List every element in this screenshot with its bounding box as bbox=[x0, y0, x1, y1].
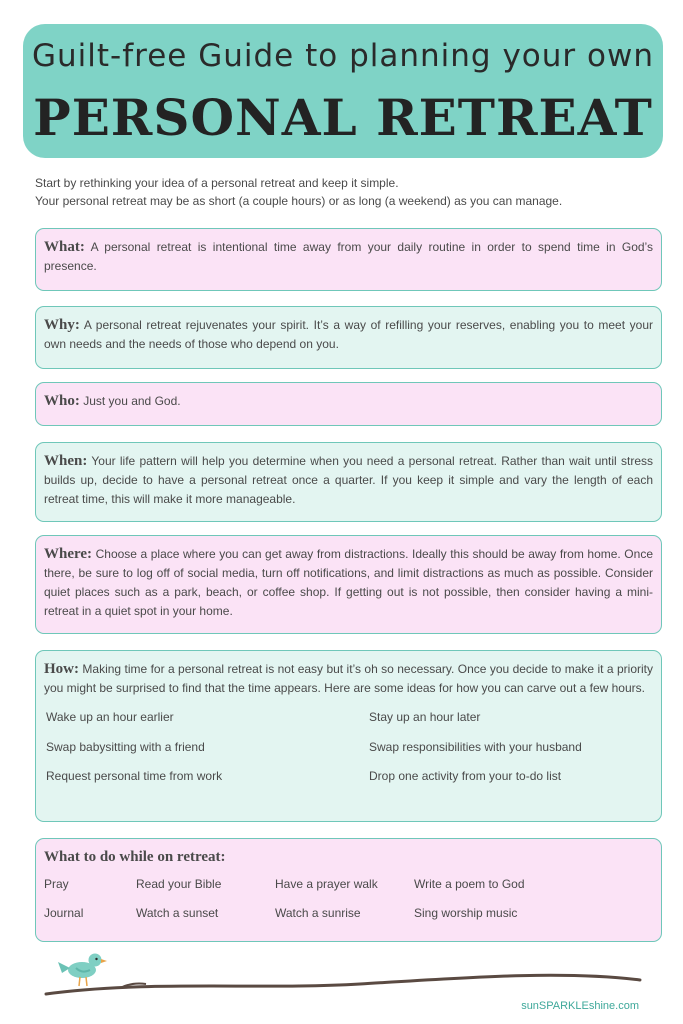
todo-item: Watch a sunset bbox=[136, 906, 219, 920]
todo-item: Write a poem to God bbox=[414, 877, 525, 891]
how-card bbox=[35, 650, 662, 822]
what-text: A personal retreat is intentional time away from your daily routine in order to spend time in God’s presence. bbox=[44, 240, 654, 273]
where-card bbox=[35, 535, 662, 634]
when-heading: When: bbox=[44, 453, 88, 469]
how-idea: Request personal time from work bbox=[46, 769, 223, 783]
where-text: Choose a place where you can get away from distractions. Ideally this should be away from home. Once there, be sure to log off of social media, turn off notifications, and limit distractions as much as possible. Consider quiet places such as a park, beach, or coffee shop. If getting out is not possible, then consider having a mini-retreat in a quiet spot in your home. bbox=[44, 547, 653, 618]
title-banner bbox=[23, 24, 663, 158]
what-card bbox=[35, 228, 662, 291]
who-heading: Who: bbox=[44, 393, 80, 409]
how-idea: Wake up an hour earlier bbox=[46, 710, 174, 724]
how-idea: Stay up an hour later bbox=[369, 710, 481, 724]
intro-text bbox=[35, 174, 655, 210]
how-idea: Swap responsibilities with your husband bbox=[369, 740, 582, 754]
intro-line-1: Start by rethinking your idea of a personal retreat and keep it simple. bbox=[35, 176, 399, 190]
todo-item: Sing worship music bbox=[414, 906, 518, 920]
intro-line-2: Your personal retreat may be as short (a couple hours) or as long (a weekend) as you can manage. bbox=[35, 194, 563, 208]
banner-title: PERSONAL RETREAT bbox=[33, 88, 653, 147]
banner-subtitle: Guilt-free Guide to planning your own bbox=[32, 38, 654, 74]
where-heading: Where: bbox=[44, 546, 93, 562]
how-ideas-list bbox=[44, 708, 653, 798]
todo-list bbox=[44, 875, 653, 935]
why-text: A personal retreat rejuvenates your spirit. It’s a way of refilling your reserves, enabling you to meet your own needs and the needs of those who depend on you. bbox=[44, 318, 654, 351]
todo-item: Have a prayer walk bbox=[275, 877, 378, 891]
why-card bbox=[35, 306, 662, 369]
who-card bbox=[35, 382, 662, 426]
how-idea: Drop one activity from your to-do list bbox=[369, 769, 562, 783]
todo-item: Read your Bible bbox=[136, 877, 222, 891]
who-text: Just you and God. bbox=[83, 394, 181, 408]
when-card bbox=[35, 442, 662, 522]
site-brand: sunSPARKLEshine.com bbox=[521, 1000, 639, 1012]
how-text: Making time for a personal retreat is not easy but it’s oh so necessary. Once you decide to make it a priority you might be surprised to find that the time appears. Here are some ideas for how you can carve out a few hours. bbox=[44, 662, 653, 695]
bird-on-branch-illustration bbox=[0, 940, 683, 1000]
todo-heading: What to do while on retreat: bbox=[44, 849, 226, 865]
todo-item: Pray bbox=[44, 877, 69, 891]
todo-card bbox=[35, 838, 662, 942]
why-heading: Why: bbox=[44, 317, 80, 333]
what-heading: What: bbox=[44, 239, 85, 255]
when-text: Your life pattern will help you determine when you need a personal retreat. Rather than wait until stress builds up, decide to have a personal retreat once a quarter. If you keep it simple and vary the length of each retreat time, this will make it more manageable. bbox=[44, 454, 653, 506]
bird-icon bbox=[58, 954, 107, 987]
how-heading: How: bbox=[44, 661, 79, 677]
how-idea: Swap babysitting with a friend bbox=[46, 740, 205, 754]
todo-item: Journal bbox=[44, 906, 84, 920]
todo-item: Watch a sunrise bbox=[275, 906, 361, 920]
